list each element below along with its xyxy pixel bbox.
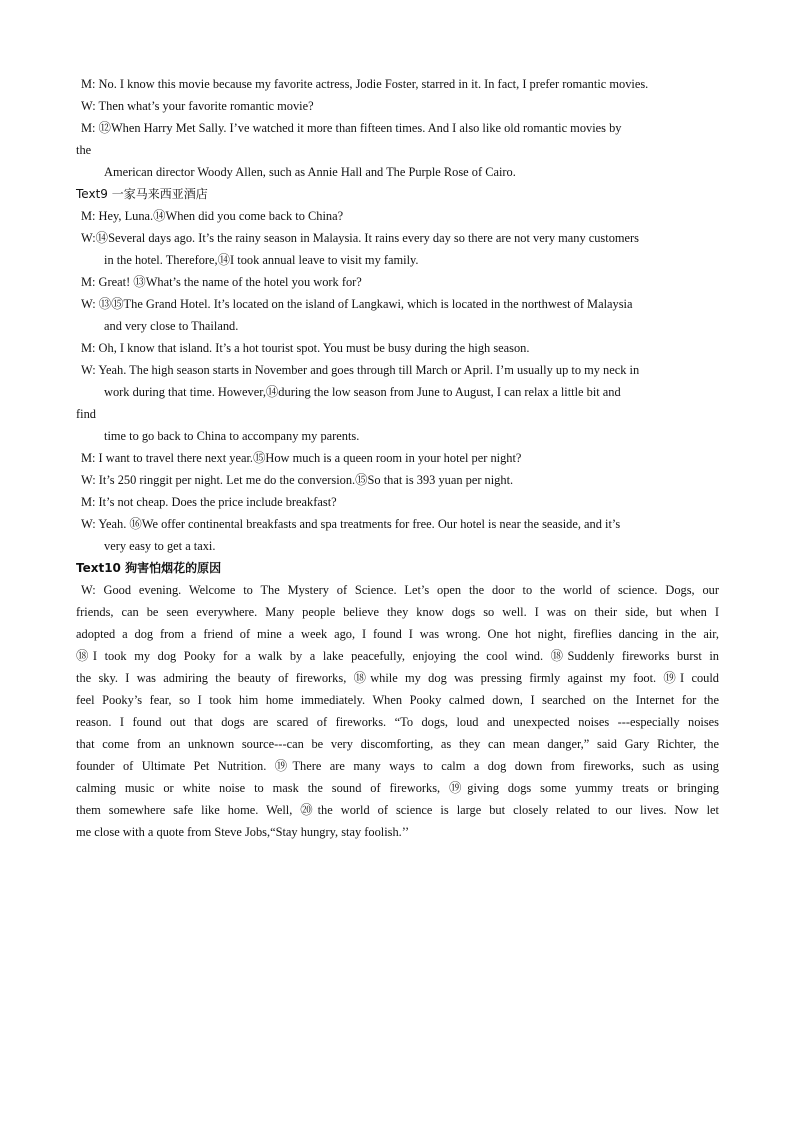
paragraph-line: reason. I found out that dogs are scared of fireworks. “To dogs, loud and unexpected noises ---especially noises (76, 715, 719, 729)
dialogue-line: in the hotel. Therefore,⑭I took annual leave to visit my family. (104, 253, 419, 267)
dialogue-line: M: I want to travel there next year.⑮How much is a queen room in your hotel per night? (81, 451, 522, 465)
dialogue-line: W: It’s 250 ringgit per night. Let me do the conversion.⑮So that is 393 yuan per night. (81, 473, 514, 487)
paragraph-line: the sky. I was admiring the beauty of fireworks, ⑱while my dog was pressing firmly against my foot. ⑲I could (76, 671, 719, 685)
dialogue-line: M: ⑫When Harry Met Sally. I’ve watched it more than fifteen times. And I also like old romantic movies by (81, 121, 622, 135)
paragraph-line: them somewhere safe like home. Well, ⑳the world of science is large but closely related to our lives. Now let (76, 803, 719, 817)
dialogue-line: work during that time. However,⑭during the low season from June to August, I can relax a little bit and (104, 385, 621, 399)
paragraph-line: me close with a quote from Steve Jobs,“Stay hungry, stay foolish.’’ (76, 825, 410, 839)
dialogue-line: American director Woody Allen, such as Annie Hall and The Purple Rose of Cairo. (104, 165, 516, 179)
paragraph-line: adopted a dog from a friend of mine a week ago, I found I was wrong. One hot night, fireflies dancing in the air, (76, 627, 719, 641)
section-heading-text10: Text10 狗害怕烟花的原因 (76, 561, 222, 575)
paragraph-line: calming music or white noise to mask the sound of fireworks, ⑲giving dogs some yummy treats or bringing (76, 781, 719, 795)
dialogue-line: W: Yeah. ⑯We offer continental breakfasts and spa treatments for free. Our hotel is near the seaside, and it’s (81, 517, 621, 531)
paragraph-line: friends, can be seen everywhere. Many people believe they know dogs so well. I was on their side, but when I (76, 605, 719, 619)
dialogue-line: time to go back to China to accompany my parents. (104, 429, 360, 443)
section-heading-text9: Text9 一家马来西亚酒店 (76, 187, 208, 201)
paragraph-line: W: Good evening. Welcome to The Mystery of Science. Let’s open the door to the world of science. Dogs, our (81, 583, 719, 597)
paragraph-line: founder of Ultimate Pet Nutrition. ⑲There are many ways to calm a dog down from fireworks, such as using (76, 759, 719, 773)
dialogue-line: the (76, 143, 92, 157)
dialogue-line: W:⑭Several days ago. It’s the rainy season in Malaysia. It rains every day so there are not very many customers (81, 231, 639, 245)
dialogue-line: M: It’s not cheap. Does the price include breakfast? (81, 495, 337, 509)
dialogue-line: W: Then what’s your favorite romantic movie? (81, 99, 314, 113)
dialogue-line: find (76, 407, 96, 421)
dialogue-line: W: ⑬⑮The Grand Hotel. It’s located on the island of Langkawi, which is located in the northwest of Malaysia (81, 297, 633, 311)
dialogue-line: M: Great! ⑬What’s the name of the hotel you work for? (81, 275, 362, 289)
paragraph-line: feel Pooky’s fear, so I took him home immediately. When Pooky calmed down, I searched on the Internet for the (76, 693, 719, 707)
dialogue-line: M: No. I know this movie because my favorite actress, Jodie Foster, starred in it. In fact, I prefer romantic movies. (81, 77, 649, 91)
dialogue-line: very easy to get a taxi. (104, 539, 216, 553)
dialogue-line: and very close to Thailand. (104, 319, 239, 333)
paragraph-line: ⑱I took my dog Pooky for a walk by a lake peacefully, enjoying the cool wind. ⑱Suddenly fireworks burst in (76, 649, 719, 663)
dialogue-line: W: Yeah. The high season starts in November and goes through till March or April. I’m usually up to my neck in (81, 363, 640, 377)
paragraph-line: that come from an unknown source---can be very discomforting, as they can mean danger,” said Gary Richter, the (76, 737, 719, 751)
dialogue-line: M: Hey, Luna.⑭When did you come back to China? (81, 209, 344, 223)
dialogue-line: M: Oh, I know that island. It’s a hot tourist spot. You must be busy during the high season. (81, 341, 530, 355)
